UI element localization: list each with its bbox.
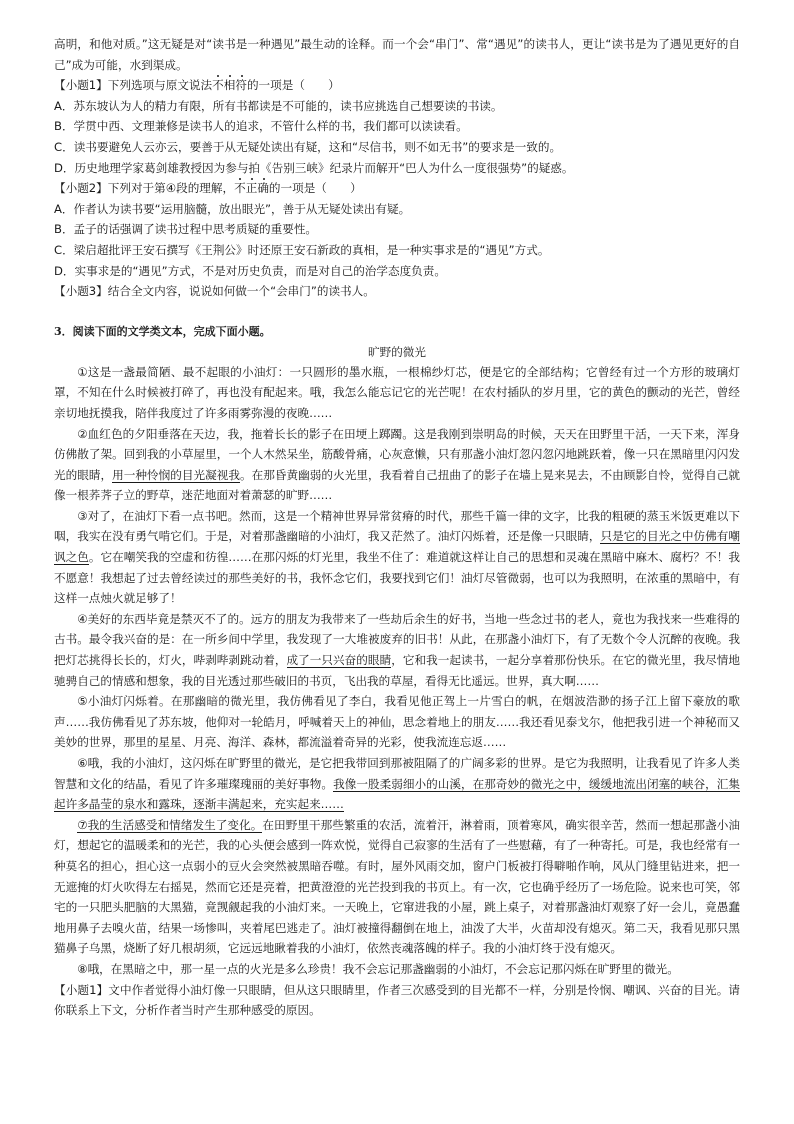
question-2-option-a[interactable]: A．作者认为读书要“运用脑髓，放出眼光”，善于从无疑处读出有疑。 — [54, 201, 411, 216]
underlined-sentence: 只是它的目光之中仿佛有嘲讽之色 — [54, 529, 740, 565]
emphasis-char: 正 — [245, 181, 258, 196]
question-2-option-d[interactable]: D．实事求是的“遇见”方式，不是对历史负责，而是对自己的治学态度负责。 — [54, 263, 446, 278]
question-1 — [54, 75, 740, 178]
underlined-sentence: 成了一只兴奋的眼睛 — [286, 653, 392, 668]
emphasis-char: 不 — [234, 181, 246, 196]
question-1-option-a[interactable]: A．苏东坡认为人的精力有限，所有书都读是不可能的，读书应挑选自己想要读的书读。 — [54, 98, 503, 113]
article-paragraph-4: ④美好的东西毕竟是禁灭不了的。远方的朋友为我带来了一些劫后余生的好书，当地一些念过书的老人，竟也为我找来一些难得的古书。最令我兴奋的是：在一所乡间中学里，我发现了一大堆被废弃的旧书！从此，在那盏小油灯下，有了无数个令人沉醉的夜晚。我把灯芯挑得长长的，灯火，哔剥哔剥跳动着，成了一只兴奋的眼睛，它和我一起读书，一起分享着那份快乐。在它的微光里，我尽情地驰骋自己的情感和想象，我的目光透过那些破旧的书页，飞出我的草屋，看得无比遥远。世界，真大啊…… — [54, 611, 740, 688]
article-paragraph-7: ⑦我的生活感受和情绪发生了变化。在田野里干那些繁重的农活，流着汗，淋着雨，顶着寒风，确实很辛苦，然而一想起那盏小油灯，想起它的温暖柔和的光芒，我的心头便会感到一阵欢悦，觉得自己寂寥的生活有了一些慰藉，有了一种寄托。可是，我也经常有一种莫名的担心，担心这一点弱小的豆火会突然被黑暗吞噬。有时，屋外风雨交加，窗户门板被打得噼啪作响，风从门缝里钻进来，把一无遮掩的灯火吹得左右摇晃，然而它还是亮着，把黄澄澄的光芒投到我的书页上。有一次，它也确乎经历了一场危险。说来也可笑，邻宅的一只肥头肥脑的大黑猫，竟觊觎起我的小油灯来。一天晚上，它窜进我的小屋，跳上桌子，对着那盏油灯观察了好一会儿，竟愚蠢地用鼻子去嗅火苗，结果一场惨叫，夹着尾巴逃走了。油灯被撞得翻倒在地上，油泼了大半，火苗却没有熄灭。第二天，我看见那只黑猫鼻子乌黑，烧断了好几根胡须，它远远地瞅着我的小油灯，依然丧魂落魄的样子。我的小油灯终于没有熄灭。 — [54, 817, 740, 956]
question-3-stem: 【小题3】结合全文内容，说说如何做一个“会串门”的读书人。 — [54, 284, 375, 299]
emphasis-dotted-text — [212, 78, 247, 92]
article-paragraph-3: ③对了，在油灯下看一点书吧。然而，这是一个精神世界异常贫瘠的时代，那些千篇一律的文字，比我的粗硬的蒸玉米饭更难以下咽，我实在没有勇气啃它们。于是，对着那盏幽暗的小油灯，我又茫然了。油灯闪烁着，还是像一只眼睛，只是它的目光之中仿佛有嘲讽之色。它在嘲笑我的空虚和彷徨……在那闪烁的灯光里，我坐不住了：难道就这样让自己的思想和灵魂在黑暗中麻木、腐朽？不！我不愿意！我想起了过去曾经读过的那些美好的书，我怀念它们，我要找到它们！油灯尽管微弱，也可以为我照明，在浓重的黑暗中，有这样一点烛火就足够了！ — [54, 508, 740, 606]
article-paragraph-2: ②血红色的夕阳垂落在天边，我，拖着长长的影子在田埂上踯躅。这是我刚到崇明岛的时候，天天在田野里干活，一天下来，浑身仿佛散了架。回到我的小草屋里，一个人木然呆坐，筋酸骨痛，心灰意懒，只有那盏小油灯忽闪忽闪地跳跃着，像一只在黑暗里闪闪发光的眼睛，用一种怜悯的目光凝视我。在那昏黄幽弱的火光里，我看着自己扭曲了的影子在墙上晃来晃去，不由顾影自怜，觉得自己就像一根荞荠子立的野草，迷茫地面对着萧瑟的旷野…… — [54, 426, 740, 503]
underlined-sentence: 我像一股柔弱细小的山溪，在那奇妙的微光之中，缓缓地流出闭塞的峡谷，汇集起许多晶莹的泉水和露珠，逐渐丰满起来，充实起来…… — [54, 776, 740, 812]
article-paragraph-6: ⑥哦，我的小油灯，这闪烁在旷野里的微光，是它把我带回到那被阻隔了的广阔多彩的世界。是它为我照明，让我看见了许多人类智慧和文化的结晶，看见了许多璀璨瑰丽的美好事物。我像一股柔弱细小的山溪，在那奇妙的微光之中，缓缓地流出闭塞的峡谷，汇集起许多晶莹的泉水和露珠，逐渐丰满起来，充实起来…… — [54, 756, 740, 812]
question-2-stem: 【小题2】下列对于第④段的理解，不正确的一项是（ ） — [54, 181, 362, 196]
article-paragraph-1: ①这是一盏最简陋、最不起眼的小油灯：一只圆形的墨水瓶，一根棉纱灯芯，便是它的全部结构；它曾经有过一个方形的玻璃灯罩，不知在什么时候被打碎了，再也没有配起来。哦，我怎么能忘记它的光芒呢！在农村插队的岁月里，它的黄色的颤动的光芒，曾经亲切地抚摸我，陪伴我度过了许多雨雾弥漫的夜晚…… — [54, 364, 740, 420]
question-2 — [54, 178, 740, 281]
document-page — [54, 34, 740, 1021]
article-paragraph-5: ⑤小油灯闪烁着。在那幽暗的微光里，我仿佛看见了李白，我看见他正驾上一片雪白的帆，在烟波浩渺的扬子江上留下豪放的歌声……我仿佛看见了苏东坡，他仰对一轮皓月，呼喊着天上的神仙，思念着地上的朋友……我还看见泰戈尔，他把我引进一个神秘而又美妙的世界，那里的星星、月亮、海洋、森林，都流溢着奇异的光彩，使我流连忘返…… — [54, 694, 740, 750]
question-2-option-b[interactable]: B．孟子的话强调了读书过程中思考质疑的重要性。 — [54, 222, 318, 237]
question-1-stem: 【小题1】下列选项与原文说法不相符的一项是（ ） — [54, 78, 340, 93]
emphasis-char: 不 — [212, 78, 224, 93]
article-title: 旷野的微光 — [368, 344, 426, 359]
question-1-option-c[interactable]: C．读书要避免人云亦云，要善于从无疑处读出有疑，这和“尽信书，则不如无书”的要求是一致的。 — [54, 139, 562, 154]
underlined-sentence: 用一种怜悯的目光凝视我 — [112, 467, 241, 482]
section-3-heading: 3．阅读下面的文学类文本，完成下面小题。 — [54, 324, 271, 338]
question-1-option-b[interactable]: B．学贯中西、文理兼修是读书人的追求，不管什么样的书，我们都可以读读看。 — [54, 119, 468, 134]
emphasis-char: 相 — [223, 78, 236, 93]
intro-paragraph: 高明，和他对质。”这无疑是对“读书是一种遇见”最生动的诠释。而一个会“串门”、常“遇见”的读书人，更让“读书是为了遇见更好的自己”成为可能，水到渠成。 — [54, 37, 740, 72]
question-2-option-c[interactable]: C．梁启超批评王安石撰写《王荆公》时还原王安石新政的真相，是一种实事求是的“遇见”方式。 — [54, 242, 550, 257]
emphasis-char: 确 — [257, 181, 269, 196]
question-1-option-d[interactable]: D．历史地理学家葛剑雄教授因为参与拍《告别三峡》纪录片而解开“巴人为什么一度很强势”的疑惑。 — [54, 160, 574, 175]
emphasis-dotted-text — [234, 181, 269, 195]
underlined-sentence: ⑦我的生活感受和情绪发生了变化。 — [77, 817, 263, 832]
emphasis-char: 符 — [235, 78, 247, 93]
section-3-question-1: 【小题1】文中作者觉得小油灯像一只眼睛，但从这只眼睛里，作者三次感受到的目光都不一样，分别是怜悯、嘲讽、兴奋的目光。请你联系上下文，分析作者当时产生那种感受的原因。 — [54, 982, 740, 1018]
article-paragraph-8: ⑧哦，在黑暗之中，那一星一点的火光是多么珍贵！我不会忘记那盏幽弱的小油灯，不会忘记那闪烁在旷野里的微光。 — [77, 961, 679, 976]
